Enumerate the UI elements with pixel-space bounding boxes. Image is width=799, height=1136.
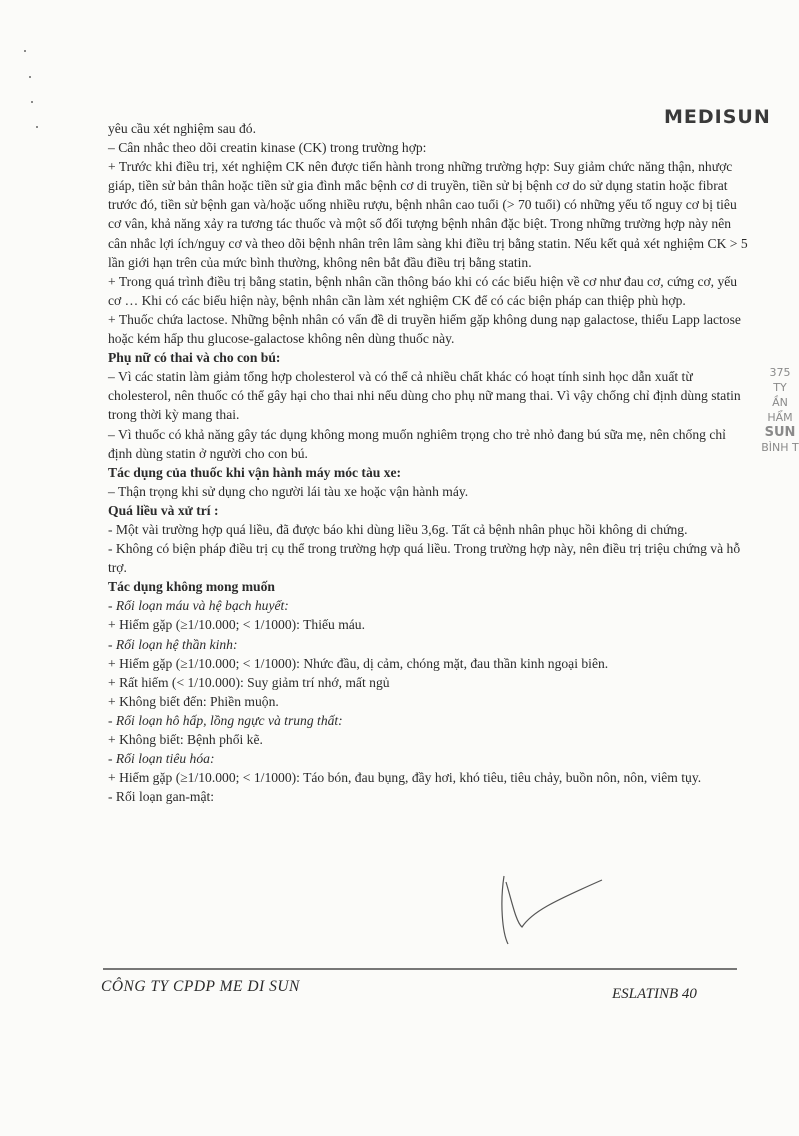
adverse-category: - Rối loạn máu và hệ bạch huyết: bbox=[108, 598, 289, 614]
company-stamp bbox=[760, 365, 799, 505]
footer-divider bbox=[103, 968, 737, 970]
signature-scribble bbox=[492, 872, 632, 952]
footer-product: ESLATINB 40 bbox=[612, 986, 697, 1002]
section-heading-pregnancy: Phụ nữ có thai và cho con bú: bbox=[108, 350, 281, 366]
stamp-text: TY bbox=[773, 381, 787, 394]
paragraph: + Thuốc chứa lactose. Những bệnh nhân có vấn đề di truyền hiếm gặp không dung nạp galactose, thiếu Lapp lactose hoặc kém hấp thu glucose-galactose không nên dùng thuốc này. bbox=[108, 311, 741, 347]
stamp-number: 375 bbox=[769, 366, 791, 379]
stamp-text: ẦN bbox=[772, 396, 788, 409]
stamp-text: HẨM bbox=[767, 411, 793, 424]
adverse-item: + Hiếm gặp (≥1/10.000; < 1/1000): Nhức đầu, dị cảm, chóng mặt, đau thần kinh ngoại biên. bbox=[108, 655, 609, 671]
stamp-text: BÌNH T bbox=[761, 441, 799, 454]
adverse-category: - Rối loạn tiêu hóa: bbox=[108, 751, 215, 767]
adverse-item: + Không biết đến: Phiền muộn. bbox=[108, 693, 279, 709]
paragraph: yêu cầu xét nghiệm sau đó. bbox=[108, 121, 256, 136]
paragraph: – Cân nhắc theo dõi creatin kinase (CK) trong trường hợp: bbox=[108, 140, 427, 156]
adverse-item: + Không biết: Bệnh phổi kẽ. bbox=[108, 732, 263, 747]
paragraph: - Một vài trường hợp quá liều, đã được báo khi dùng liều 3,6g. Tất cả bệnh nhân phục hồi không di chứng. bbox=[108, 521, 688, 537]
adverse-item: + Rất hiếm (< 1/10.000): Suy giảm trí nhớ, mất ngủ bbox=[108, 674, 390, 690]
adverse-item: + Hiếm gặp (≥1/10.000; < 1/1000): Thiếu máu. bbox=[108, 617, 366, 633]
section-heading-adverse: Tác dụng không mong muốn bbox=[108, 579, 275, 595]
adverse-category: - Rối loạn hệ thần kinh: bbox=[108, 636, 238, 652]
medisun-logo: MEDISUN bbox=[664, 106, 771, 128]
adverse-item: + Hiếm gặp (≥1/10.000; < 1/1000): Táo bón, đau bụng, đầy hơi, khó tiêu, tiêu chảy, buồn nôn, nôn, viêm tụy. bbox=[108, 770, 702, 786]
footer-company: CÔNG TY CPDP ME DI SUN bbox=[101, 978, 300, 995]
section-heading-driving: Tác dụng của thuốc khi vận hành máy móc tàu xe: bbox=[108, 464, 402, 480]
paragraph: – Thận trọng khi sử dụng cho người lái tàu xe hoặc vận hành máy. bbox=[108, 483, 469, 499]
section-heading-overdose: Quá liều và xử trí : bbox=[108, 502, 219, 518]
paragraph: - Không có biện pháp điều trị cụ thể trong trường hợp quá liều. Trong trường hợp này, nên điều trị triệu chứng và hỗ trợ. bbox=[108, 541, 741, 576]
paragraph: – Vì các statin làm giảm tổng hợp cholesterol và có thể cả nhiều chất khác có hoạt tính sinh học dẫn xuất từ cholesterol, nên thuốc có thể gây hại cho thai nhi nếu dùng cho phụ nữ mang thai. Vì vậy chống chỉ định dùng statin trong thời kỳ mang thai. bbox=[108, 369, 741, 423]
stamp-text: SUN bbox=[764, 425, 796, 440]
document-body bbox=[108, 119, 748, 806]
paragraph: + Trong quá trình điều trị bằng statin, bệnh nhân cần thông báo khi có các biểu hiện về cơ như đau cơ, cứng cơ, yếu cơ … Khi có các biểu hiện này, bệnh nhân cần làm xét nghiệm CK để có các biện pháp can thiệp phù hợp. bbox=[108, 273, 738, 308]
adverse-category: - Rối loạn hô hấp, lồng ngực và trung thất: bbox=[108, 712, 343, 728]
paragraph: + Trước khi điều trị, xét nghiệm CK nên được tiến hành trong những trường hợp: Suy giảm chức năng thận, nhược giáp, tiền sử bản thân hoặc tiền sử gia đình mắc bệnh cơ di truyền, tiền sử bị bệnh cơ do sử dụng statin hoặc fibrat trước đó, tiền sử bệnh gan và/hoặc uống nhiều rượu, bệnh nhân cao tuổi (> 70 tuổi) có những yếu tố nguy cơ bị tiêu cơ vân, khả năng xảy ra tương tác thuốc và một số đối tượng bệnh nhân đặc biệt. Trong những trường hợp này nên cân nhắc lợi ích/nguy cơ và theo dõi bệnh nhân trên lâm sàng khi điều trị bằng statin. Nếu kết quả xét nghiệm CK > 5 lần giới hạn trên của mức bình thường, không nên bắt đầu điều trị bằng statin. bbox=[108, 159, 748, 270]
paragraph: – Vì thuốc có khả năng gây tác dụng không mong muốn nghiêm trọng cho trẻ nhỏ đang bú sữa mẹ, nên chống chỉ định dùng statin ở người cho con bú. bbox=[108, 426, 726, 461]
adverse-category: - Rối loạn gan-mật: bbox=[108, 789, 215, 805]
